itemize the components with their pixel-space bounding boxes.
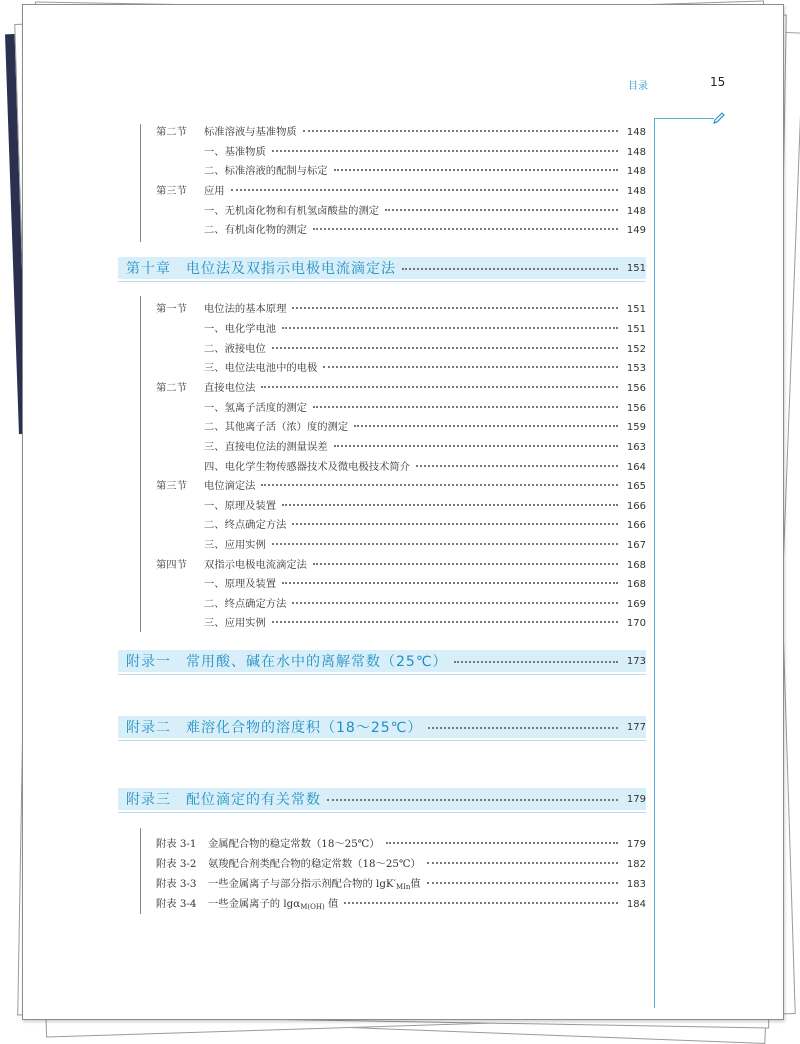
toc-page-number: 152 [626,344,646,355]
leader-dots [272,150,618,152]
toc-entry-title: 二、终点确定方法 [204,519,287,531]
toc-entry-title: 直接电位法 [204,382,256,394]
toc-page-number: 166 [626,520,646,531]
toc-entry[interactable] [204,221,646,239]
toc-entry-title: 电位法的基本原理 [204,303,287,315]
toc-page-number: 182 [626,859,646,870]
toc-entry-title: 双指示电极电流滴定法 [204,559,307,571]
toc-entry[interactable] [156,875,646,893]
leader-dots [261,386,618,388]
leader-dots [313,563,618,565]
toc-page-number: 167 [626,540,646,551]
section-rule [140,296,141,632]
leader-dots [272,621,618,623]
leader-dots [292,523,618,525]
appendix-page-number: 177 [626,721,646,733]
toc-entry-title: 一、原理及装置 [204,578,277,590]
leader-dots [282,504,618,506]
toc-page-number: 163 [626,442,646,453]
appendix-title: 附录三 配位滴定的有关常数 [126,792,321,808]
toc-page-number: 151 [626,324,646,335]
leader-dots [327,799,618,801]
toc-section-number: 第一节 [156,303,187,315]
toc-entry-title: 二、终点确定方法 [204,598,287,610]
leader-dots [313,406,618,408]
toc-entry-title: 氨羧配合剂类配合物的稳定常数（18～25℃） [208,858,421,870]
leader-dots [344,902,618,904]
leader-dots [261,484,618,486]
toc-entry-title: 标准溶液与基准物质 [204,126,297,138]
toc-page-number: 169 [626,599,646,610]
toc-entry[interactable] [156,835,646,853]
toc-entry-title: 一些金属离子与部分指示剂配合物的 lgK′ [208,878,396,890]
appendix-page-number: 173 [626,655,646,667]
leader-dots [272,543,618,545]
toc-entry[interactable] [204,399,646,417]
toc-entry[interactable] [204,320,646,338]
toc-entry[interactable] [204,497,646,515]
toc-entry-title: 应用 [204,185,225,197]
leader-dots [313,228,618,230]
chapter-heading[interactable] [118,257,646,280]
toc-entry[interactable] [156,182,646,200]
appendix-heading[interactable] [118,788,646,811]
toc-entry[interactable] [204,143,646,161]
toc-page-number: 148 [626,166,646,177]
leader-dots [427,862,618,864]
table-number: 附表 3-4 [156,898,197,910]
chapter-title: 第十章 电位法及双指示电极电流滴定法 [126,261,396,277]
toc-page-number: 159 [626,422,646,433]
leader-dots [334,445,618,447]
toc-entry[interactable] [156,300,646,318]
table-number: 附表 3-3 [156,878,197,890]
leader-dots [303,130,618,132]
toc-entry[interactable] [204,438,646,456]
toc-page-number: 148 [626,147,646,158]
leader-dots [334,169,618,171]
toc-entry-title-tail: 值 [410,878,421,890]
toc-page-number: 148 [626,127,646,138]
chapter-page-number: 151 [626,262,646,274]
toc-entry[interactable] [204,575,646,593]
toc-section-number: 第三节 [156,480,187,492]
toc-entry-title: 一、基准物质 [204,146,266,158]
toc-entry-title: 一、原理及装置 [204,500,277,512]
toc-page-number: 156 [626,383,646,394]
toc-entry[interactable] [204,202,646,220]
toc-entry[interactable] [204,614,646,632]
margin-rule [654,118,655,1008]
toc-page-number: 184 [626,899,646,910]
leader-dots [402,268,618,270]
leader-dots [385,209,618,211]
toc-page-number: 166 [626,501,646,512]
leader-dots [292,602,618,604]
section-rule [140,124,141,242]
leader-dots [231,189,618,191]
toc-entry-title: 三、应用实例 [204,539,266,551]
toc-entry-title: 二、有机卤化物的测定 [204,224,307,236]
toc-entry[interactable] [204,359,646,377]
table-number: 附表 3-2 [156,858,197,870]
toc-entry[interactable] [156,379,646,397]
toc-page-number: 179 [626,839,646,850]
toc-entry-title: 一、无机卤化物和有机氢卤酸盐的测定 [204,205,380,217]
appendix-heading[interactable] [118,716,646,739]
toc-entry[interactable] [204,340,646,358]
toc-entry-title: 金属配合物的稳定常数（18～25℃） [208,838,380,850]
page-number: 15 [710,75,726,89]
leader-dots [282,582,618,584]
appendix-title: 附录二 难溶化合物的溶度积（18～25℃） [126,720,423,736]
toc-entry[interactable] [204,536,646,554]
appendix-title: 附录一 常用酸、碱在水中的离解常数（25℃） [126,654,448,670]
appendix-page-number: 179 [626,793,646,805]
toc-entry[interactable] [204,418,646,436]
toc-entry[interactable] [156,556,646,574]
running-header-title: 目录 [628,81,648,92]
toc-entry[interactable] [156,855,646,873]
toc-page-number: 153 [626,363,646,374]
toc-entry-title: 二、液接电位 [204,343,266,355]
appendix-heading[interactable] [118,650,646,673]
table-number: 附表 3-1 [156,838,197,850]
pen-icon [712,111,726,125]
toc-page-number: 151 [626,304,646,315]
leader-dots [454,661,618,663]
leader-dots [292,307,618,309]
toc-entry-title: 二、其他离子活（浓）度的测定 [204,421,349,433]
subscript: M(OH) [300,903,325,911]
toc-entry-title: 一、电化学电池 [204,323,277,335]
toc-page-number: 170 [626,618,646,629]
section-rule [140,828,141,914]
toc-entry[interactable] [204,595,646,613]
toc-entry-title: 三、直接电位法的测量误差 [204,441,328,453]
toc-entry-title: 一些金属离子的 lgα [208,898,301,910]
subscript: MIn [395,883,411,891]
leader-dots [323,366,618,368]
toc-page-number: 168 [626,560,646,571]
toc-entry-title-tail: 值 [324,898,339,910]
toc-entry[interactable] [204,458,646,476]
toc-entry-title: 电位滴定法 [204,480,256,492]
toc-page-number: 148 [626,206,646,217]
toc-page-number: 156 [626,403,646,414]
toc-entry[interactable] [156,895,646,913]
toc-entry[interactable] [156,123,646,141]
leader-dots [272,347,618,349]
toc-section-number: 第四节 [156,559,187,571]
toc-entry-title: 二、标准溶液的配制与标定 [204,165,328,177]
toc-entry-title: 四、电化学生物传感器技术及微电极技术简介 [204,461,410,473]
toc-section-number: 第二节 [156,382,187,394]
leader-dots [416,465,618,467]
toc-page-number: 183 [626,879,646,890]
toc-page-number: 148 [626,186,646,197]
toc-page-number: 168 [626,579,646,590]
header-rule [654,118,714,119]
leader-dots [428,727,618,729]
toc-entry[interactable] [156,477,646,495]
toc-page-number: 149 [626,225,646,236]
toc-entry[interactable] [204,516,646,534]
toc-section-number: 第二节 [156,126,187,138]
toc-entry-title: 一、氢离子活度的测定 [204,402,307,414]
toc-entry-title: 三、应用实例 [204,617,266,629]
leader-dots [354,425,618,427]
toc-entry-title: 三、电位法电池中的电极 [204,362,318,374]
toc-page-number: 164 [626,462,646,473]
leader-dots [282,327,618,329]
toc-entry[interactable] [204,162,646,180]
leader-dots [386,842,618,844]
toc-section-number: 第三节 [156,185,187,197]
leader-dots [427,882,618,884]
toc-page-number: 165 [626,481,646,492]
